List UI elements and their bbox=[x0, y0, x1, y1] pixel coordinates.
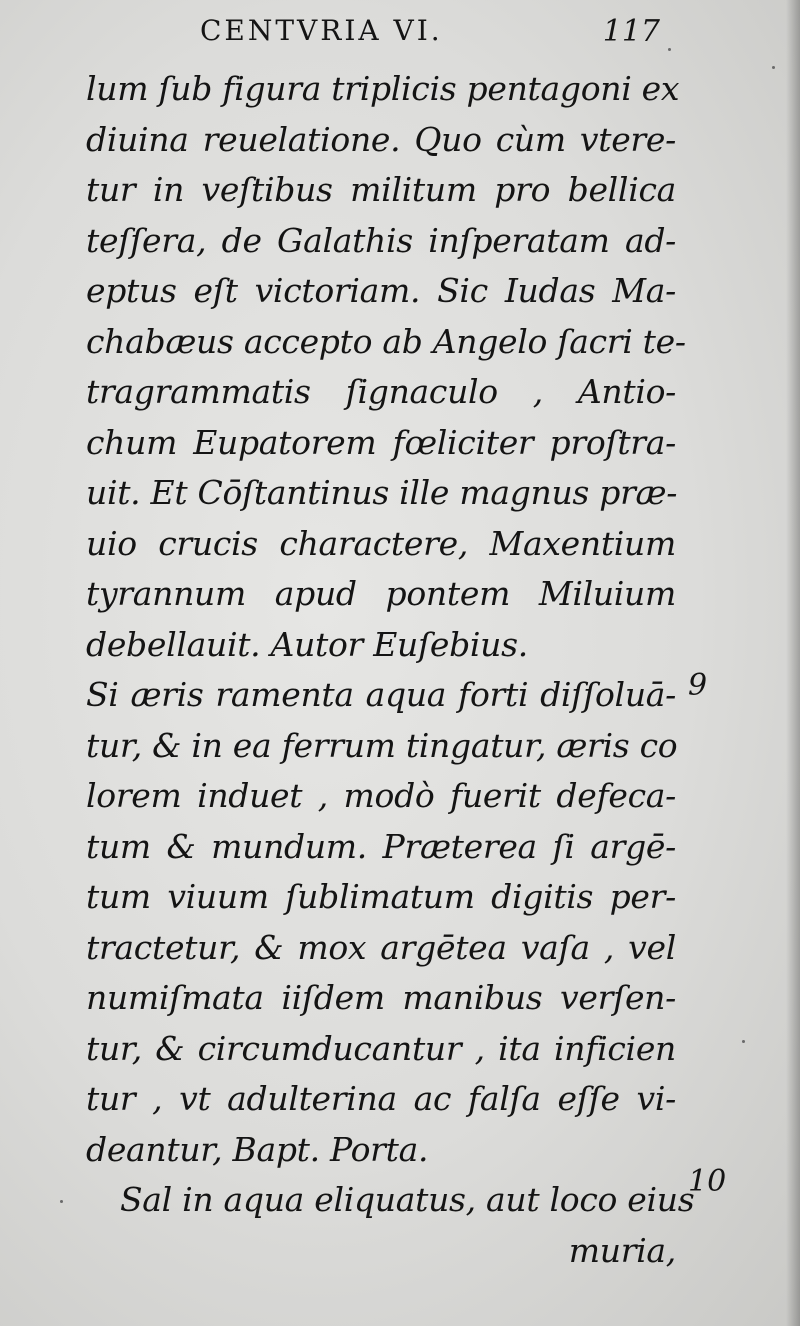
text-line: tur, & in ea ferrum tingatur, æris co bbox=[86, 725, 678, 765]
text-line: teſſera, de Galathis inſperatam ad- bbox=[86, 220, 676, 260]
text-line: debellauit. Autor Euſebius. bbox=[86, 624, 528, 664]
running-head: CENTVRIA VI. bbox=[200, 14, 443, 47]
text-line: Sal in aqua eliquatus, aut loco eius bbox=[120, 1180, 695, 1219]
text-line: tur in veſtibus militum pro bellica bbox=[86, 170, 676, 209]
text-line: numiſmata iiſdem manibus verſen- bbox=[86, 978, 676, 1017]
text-line: lorem induet , modò fuerit defeca- bbox=[86, 776, 676, 815]
marginal-number: 10 bbox=[688, 1164, 727, 1199]
text-line: tum & mundum. Præterea ſi argē- bbox=[86, 826, 676, 866]
text-line: Si æris ramenta aqua forti diſſoluā- bbox=[86, 675, 676, 714]
catchword: muria, bbox=[568, 1230, 676, 1270]
text-line: tur, & circumducantur , ita inficien bbox=[86, 1028, 676, 1068]
text-line: diuina reuelatione. Quo cùm vtere- bbox=[86, 119, 676, 159]
text-line: chabæus accepto ab Angelo ſacri te- bbox=[86, 321, 686, 361]
text-line: deantur, Bapt. Porta. bbox=[86, 1129, 429, 1169]
marginal-number: 9 bbox=[688, 668, 708, 703]
page-edge-shadow bbox=[786, 0, 800, 1326]
body-text bbox=[86, 64, 695, 1276]
text-line: lum ſub figura triplicis pentagoni ex bbox=[86, 69, 680, 108]
page-number: 117 bbox=[602, 14, 660, 49]
text-line: chum Eupatorem fœliciter proſtra- bbox=[86, 422, 676, 462]
text-line: uio crucis charactere, Maxentium bbox=[86, 523, 676, 563]
text-line: uit. Et Cōſtantinus ille magnus præ- bbox=[86, 473, 678, 512]
text-line: tyrannum apud pontem Miluium bbox=[86, 574, 676, 613]
text-line: eptus eſt victoriam. Sic Iudas Ma- bbox=[86, 271, 676, 310]
text-line: tur , vt adulterina ac falſa eſſe vi- bbox=[86, 1079, 676, 1118]
text-line: tragrammatis ſignaculo , Antio- bbox=[86, 372, 676, 411]
text-line: tractetur, & mox argētea vaſa , vel bbox=[86, 927, 676, 967]
page-header bbox=[200, 14, 660, 54]
text-line: tum viuum ſublimatum digitis per- bbox=[86, 877, 676, 916]
